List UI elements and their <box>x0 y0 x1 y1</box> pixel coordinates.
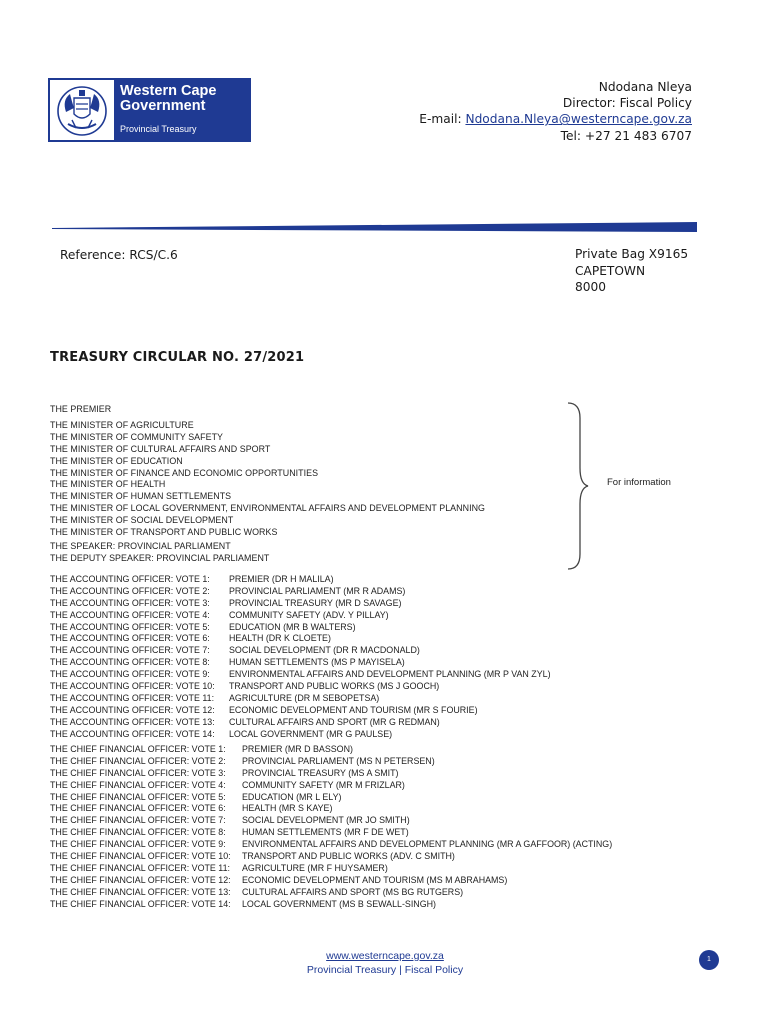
vote-label: THE ACCOUNTING OFFICER: VOTE 3: <box>50 597 210 608</box>
department-name: TRANSPORT AND PUBLIC WORKS (MS J GOOCH) <box>229 681 440 692</box>
vote-label: THE CHIEF FINANCIAL OFFICER: VOTE 10: <box>50 851 231 862</box>
address-line3: 8000 <box>575 280 607 294</box>
department-name: TRANSPORT AND PUBLIC WORKS (ADV. C SMITH) <box>242 851 455 862</box>
recipient-minister: THE MINISTER OF COMMUNITY SAFETY <box>50 431 224 442</box>
for-information-label: For information <box>607 477 671 488</box>
department-name: SOCIAL DEVELOPMENT (MR JO SMITH) <box>242 815 410 826</box>
department-name: PREMIER (DR H MALILA) <box>229 574 334 584</box>
vote-label: THE CHIEF FINANCIAL OFFICER: VOTE 11: <box>50 862 230 873</box>
vote-label: THE ACCOUNTING OFFICER: VOTE 11: <box>50 692 215 703</box>
department-name: CULTURAL AFFAIRS AND SPORT (MR G REDMAN) <box>229 716 440 727</box>
vote-label: THE CHIEF FINANCIAL OFFICER: VOTE 13: <box>50 886 231 897</box>
vote-label: THE CHIEF FINANCIAL OFFICER: VOTE 12: <box>50 874 231 885</box>
address-line2: CAPETOWN <box>575 263 646 278</box>
department-name: HEALTH (MR S KAYE) <box>242 803 333 814</box>
reference-number: Reference: RCS/C.6 <box>60 248 178 262</box>
department-name: PROVINCIAL PARLIAMENT (MS N PETERSEN) <box>242 755 435 766</box>
vote-label: THE CHIEF FINANCIAL OFFICER: VOTE 14: <box>50 898 231 909</box>
department-name: EDUCATION (MR B WALTERS) <box>229 621 356 632</box>
department-name: LOCAL GOVERNMENT (MR G PAULSE) <box>229 728 393 739</box>
vote-label: THE ACCOUNTING OFFICER: VOTE 4: <box>50 609 210 620</box>
address-line1: Private Bag X9165 <box>575 247 689 261</box>
recipient-premier: THE PREMIER <box>50 404 112 414</box>
recipients-list <box>50 404 485 565</box>
department-name: PROVINCIAL PARLIAMENT (MR R ADAMS) <box>229 585 406 596</box>
recipient-minister: THE MINISTER OF EDUCATION <box>50 455 183 466</box>
department-name: HUMAN SETTLEMENTS (MR F DE WET) <box>242 827 409 838</box>
sender-telephone: Tel: +27 21 483 6707 <box>560 128 692 143</box>
email-link[interactable]: Ndodana.Nleya@westerncape.gov.za <box>465 112 692 127</box>
department-name: ENVIRONMENTAL AFFAIRS AND DEVELOPMENT PLANNING (MR A GAFFOOR) (ACTING) <box>242 839 613 850</box>
logo-text-line3: Provincial Treasury <box>120 124 197 134</box>
department-name: EDUCATION (MR L ELY) <box>242 791 342 802</box>
vote-label: THE CHIEF FINANCIAL OFFICER: VOTE 7: <box>50 815 226 826</box>
department-name: PREMIER (MR D BASSON) <box>242 744 353 754</box>
footer-division: Provincial Treasury | Fiscal Policy <box>306 964 464 976</box>
recipient-minister: THE MINISTER OF FINANCE AND ECONOMIC OPPORTUNITIES <box>50 467 319 478</box>
sender-email-line <box>419 111 692 127</box>
vote-label: THE CHIEF FINANCIAL OFFICER: VOTE 8: <box>50 827 226 838</box>
vote-label: THE CHIEF FINANCIAL OFFICER: VOTE 2: <box>50 755 226 766</box>
email-label: E-mail: <box>419 112 466 127</box>
department-name: ECONOMIC DEVELOPMENT AND TOURISM (MS M ABRAHAMS) <box>242 874 508 885</box>
department-name: HUMAN SETTLEMENTS (MS P MAYISELA) <box>229 657 405 668</box>
vote-label: THE ACCOUNTING OFFICER: VOTE 7: <box>50 645 210 656</box>
recipient-minister: THE MINISTER OF SOCIAL DEVELOPMENT <box>50 515 234 526</box>
vote-label: THE ACCOUNTING OFFICER: VOTE 10: <box>50 681 215 692</box>
department-name: HEALTH (DR K CLOETE) <box>229 633 331 644</box>
vote-label: THE CHIEF FINANCIAL OFFICER: VOTE 6: <box>50 803 226 814</box>
logo-text-line2: Government <box>120 98 206 114</box>
recipient-minister: THE MINISTER OF LOCAL GOVERNMENT, ENVIRONMENTAL AFFAIRS AND DEVELOPMENT PLANNING <box>50 503 485 514</box>
page-number-badge: 1 <box>699 950 719 970</box>
vote-label: THE ACCOUNTING OFFICER: VOTE 14: <box>50 728 215 739</box>
coat-of-arms-icon <box>52 82 112 140</box>
department-name: COMMUNITY SAFETY (ADV. Y PILLAY) <box>229 609 389 620</box>
recipient-deputy-speaker: THE DEPUTY SPEAKER: PROVINCIAL PARLIAMENT <box>50 552 270 563</box>
vote-label: THE ACCOUNTING OFFICER: VOTE 1: <box>50 574 210 584</box>
sender-title: Director: Fiscal Policy <box>562 96 692 111</box>
department-name: CULTURAL AFFAIRS AND SPORT (MS BG RUTGERS) <box>242 886 464 897</box>
recipient-minister: THE MINISTER OF HUMAN SETTLEMENTS <box>50 491 232 502</box>
footer-website <box>0 950 770 962</box>
department-name: PROVINCIAL TREASURY (MR D SAVAGE) <box>229 597 402 608</box>
department-name: AGRICULTURE (DR M SEBOPETSA) <box>229 692 380 703</box>
header-divider <box>52 222 697 232</box>
vote-label: THE CHIEF FINANCIAL OFFICER: VOTE 5: <box>50 791 226 802</box>
department-name: SOCIAL DEVELOPMENT (DR R MACDONALD) <box>229 645 420 656</box>
vote-label: THE ACCOUNTING OFFICER: VOTE 9: <box>50 669 210 680</box>
vote-label: THE CHIEF FINANCIAL OFFICER: VOTE 9: <box>50 839 226 850</box>
vote-label: THE ACCOUNTING OFFICER: VOTE 13: <box>50 716 215 727</box>
department-name: PROVINCIAL TREASURY (MS A SMIT) <box>242 767 399 778</box>
sender-name: Ndodana Nleya <box>598 80 692 94</box>
postal-address <box>575 246 688 296</box>
vote-label: THE CHIEF FINANCIAL OFFICER: VOTE 3: <box>50 767 226 778</box>
vote-label: THE ACCOUNTING OFFICER: VOTE 2: <box>50 585 210 596</box>
curly-brace <box>560 400 590 572</box>
vote-label: THE ACCOUNTING OFFICER: VOTE 8: <box>50 657 210 668</box>
department-name: LOCAL GOVERNMENT (MS B SEWALL-SINGH) <box>242 898 436 909</box>
department-name: ECONOMIC DEVELOPMENT AND TOURISM (MR S FOURIE) <box>229 704 478 715</box>
department-name: AGRICULTURE (MR F HUYSAMER) <box>242 862 388 873</box>
department-name: ENVIRONMENTAL AFFAIRS AND DEVELOPMENT PLANNING (MR P VAN ZYL) <box>229 669 551 680</box>
sender-contact-block <box>419 79 692 144</box>
website-link[interactable]: www.westerncape.gov.za <box>326 950 444 962</box>
vote-label: THE ACCOUNTING OFFICER: VOTE 6: <box>50 633 210 644</box>
western-cape-government-logo <box>48 78 251 142</box>
vote-label: THE ACCOUNTING OFFICER: VOTE 12: <box>50 704 215 715</box>
circular-title: TREASURY CIRCULAR NO. 27/2021 <box>50 350 305 365</box>
vote-label: THE ACCOUNTING OFFICER: VOTE 5: <box>50 621 210 632</box>
vote-label: THE CHIEF FINANCIAL OFFICER: VOTE 1: <box>50 744 226 754</box>
department-name: COMMUNITY SAFETY (MR M FRIZLAR) <box>242 779 405 790</box>
vote-label: THE CHIEF FINANCIAL OFFICER: VOTE 4: <box>50 779 226 790</box>
recipient-minister: THE MINISTER OF TRANSPORT AND PUBLIC WORKS <box>50 527 278 538</box>
logo-text-line1: Western Cape <box>120 83 217 99</box>
recipient-minister: THE MINISTER OF HEALTH <box>50 479 166 490</box>
recipient-minister: THE MINISTER OF AGRICULTURE <box>50 419 194 430</box>
recipient-speaker: THE SPEAKER: PROVINCIAL PARLIAMENT <box>50 540 231 551</box>
recipient-minister: THE MINISTER OF CULTURAL AFFAIRS AND SPORT <box>50 443 271 454</box>
